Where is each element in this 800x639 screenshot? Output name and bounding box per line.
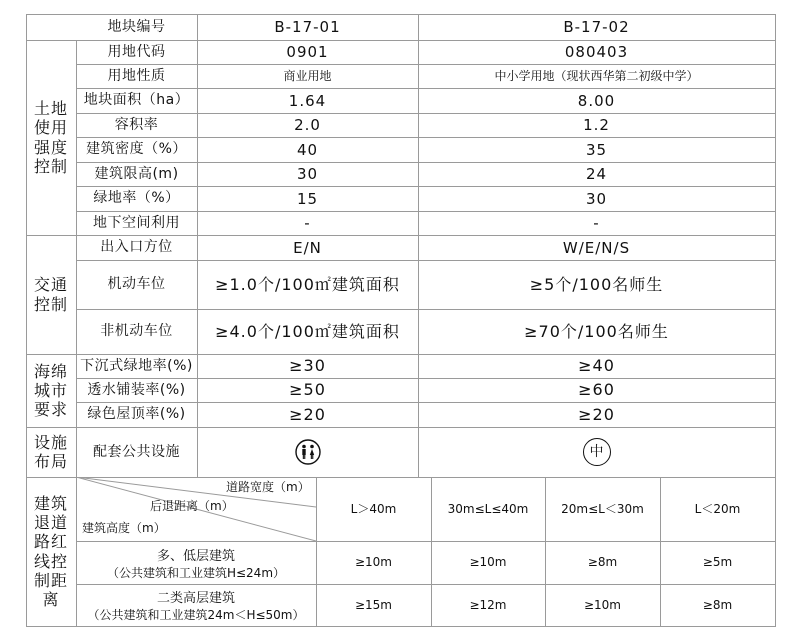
cell-value: 15 bbox=[296, 189, 319, 208]
toilet-icon bbox=[295, 439, 321, 465]
grid-line bbox=[775, 14, 776, 627]
cell-value: ≥5个/100名师生 bbox=[529, 274, 664, 294]
setback-row-label bbox=[76, 541, 316, 584]
section-traffic: 交通 控制 bbox=[33, 275, 68, 314]
setback-value: ≥8m bbox=[587, 555, 618, 570]
setback-value: ≥10m bbox=[469, 555, 507, 570]
middle-school-icon: 中 bbox=[583, 438, 611, 466]
cell-value: 商业用地 bbox=[283, 68, 332, 83]
cell-value: 0901 bbox=[286, 43, 329, 61]
setback-value: ≥15m bbox=[354, 597, 392, 612]
cell-value: 40 bbox=[296, 140, 319, 159]
cell-value: ≥60 bbox=[578, 380, 615, 400]
cell-value: 30 bbox=[296, 165, 319, 183]
row-label: 用地性质 bbox=[107, 67, 166, 84]
row-label: 地下空间利用 bbox=[93, 214, 180, 231]
row-label: 容积率 bbox=[114, 116, 159, 133]
cell-value: - bbox=[593, 214, 600, 232]
row-label: 透水铺装率(%) bbox=[87, 381, 186, 398]
cell-value: E/N bbox=[293, 238, 322, 257]
grid-line bbox=[26, 626, 775, 627]
setback-col-header: L＞40m bbox=[350, 501, 397, 516]
setback-row-title: 多、低层建筑 bbox=[156, 548, 235, 564]
diag-setback-label: 后退距离（m） bbox=[150, 498, 234, 513]
middle-school-icon-cell bbox=[418, 427, 775, 477]
cell-value: ≥1.0个/100㎡建筑面积 bbox=[215, 274, 400, 294]
cell-value: - bbox=[304, 214, 311, 232]
setback-row-subtitle: （公共建筑和工业建筑24m＜H≤50m） bbox=[87, 608, 305, 622]
section-setback: 建筑 退道 路红 线控 制距 离 bbox=[33, 493, 68, 609]
row-label: 绿地率（%） bbox=[93, 190, 180, 207]
plot-number-header: 地块编号 bbox=[107, 18, 166, 35]
row-label: 非机动车位 bbox=[100, 323, 173, 340]
cell-value: ≥30 bbox=[289, 356, 326, 376]
row-label: 机动车位 bbox=[107, 276, 166, 293]
toilet-icon-cell bbox=[197, 427, 418, 477]
diag-road-width-label: 道路宽度（m） bbox=[226, 479, 310, 494]
row-label: 绿色屋顶率(%) bbox=[87, 406, 186, 423]
setback-value: ≥8m bbox=[702, 597, 733, 612]
section-sponge-city: 海绵 城市 要求 bbox=[33, 361, 68, 420]
setback-row-title: 二类高层建筑 bbox=[156, 591, 235, 606]
cell-value: ≥40 bbox=[578, 356, 615, 376]
diag-building-height-label: 建筑高度（m） bbox=[82, 520, 166, 535]
cell-value: 30 bbox=[585, 189, 608, 208]
setback-col-header: L＜20m bbox=[694, 501, 741, 516]
row-label: 配套公共设施 bbox=[93, 443, 180, 460]
row-label: 建筑密度（%） bbox=[86, 141, 187, 158]
row-label: 下沉式绿地率(%) bbox=[80, 357, 193, 374]
setback-value: ≥10m bbox=[583, 597, 621, 612]
cell-value: ≥50 bbox=[289, 380, 326, 400]
cell-value: ≥4.0个/100㎡建筑面积 bbox=[215, 321, 400, 341]
section-land-use: 土地 使用 强度 控制 bbox=[33, 99, 68, 176]
setback-col-header: 30m≤L≤40m bbox=[447, 501, 529, 516]
section-facility: 设施 布局 bbox=[33, 432, 68, 471]
cell-value: 1.64 bbox=[288, 91, 327, 110]
plot-a-id: B-17-01 bbox=[274, 18, 341, 36]
cell-value: 080403 bbox=[564, 43, 629, 61]
cell-value: 2.0 bbox=[294, 116, 321, 134]
row-label: 用地代码 bbox=[107, 43, 166, 60]
setback-col-header: 20m≤L＜30m bbox=[561, 501, 644, 516]
row-label: 建筑限高(m) bbox=[94, 165, 179, 182]
cell-value: ≥70个/100名师生 bbox=[524, 321, 669, 341]
cell-value: 24 bbox=[585, 165, 608, 183]
cell-value: 中小学用地（现状西华第二初级中学） bbox=[494, 68, 699, 83]
setback-row-subtitle: （公共建筑和工业建筑H≤24m） bbox=[106, 565, 286, 580]
setback-value: ≥12m bbox=[469, 597, 507, 612]
row-label: 地块面积（ha） bbox=[83, 92, 190, 109]
plot-b-id: B-17-02 bbox=[563, 18, 630, 36]
cell-value: W/E/N/S bbox=[562, 238, 631, 257]
setback-row-label bbox=[76, 584, 316, 626]
row-label: 出入口方位 bbox=[100, 239, 173, 256]
cell-value: ≥20 bbox=[578, 404, 615, 424]
cell-value: 35 bbox=[585, 140, 608, 159]
cell-value: 1.2 bbox=[583, 116, 610, 134]
setback-value: ≥5m bbox=[702, 555, 733, 570]
cell-value: ≥20 bbox=[289, 404, 326, 424]
cell-value: 8.00 bbox=[577, 91, 616, 110]
setback-value: ≥10m bbox=[354, 555, 392, 570]
